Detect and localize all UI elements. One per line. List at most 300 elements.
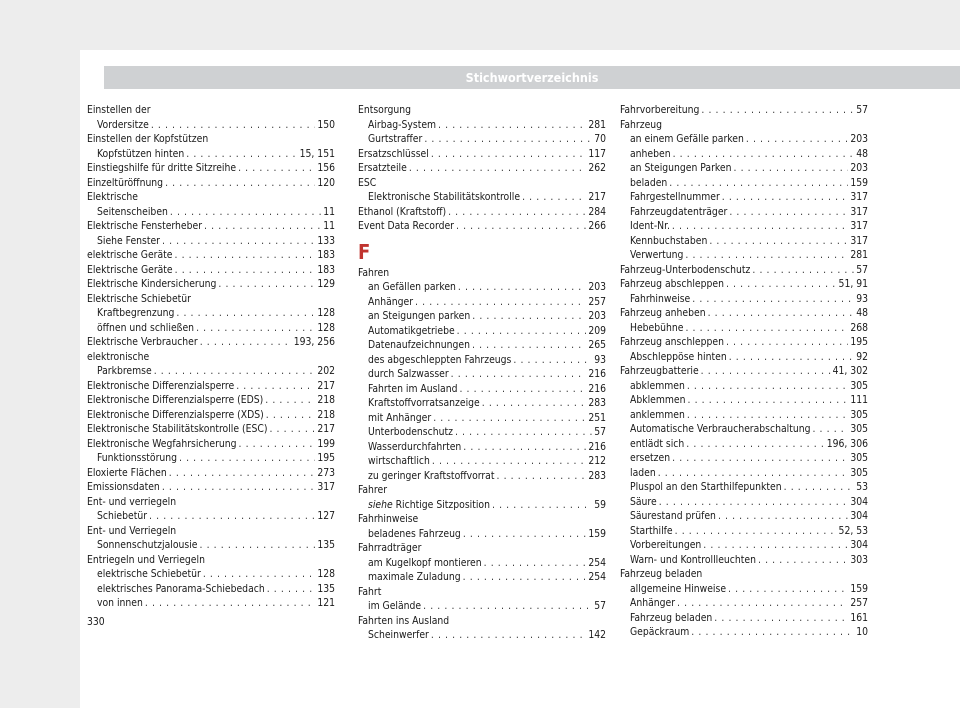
index-heading: Ent- und Verriegeln: [87, 524, 177, 537]
entry-text: Verwertung: [630, 249, 684, 261]
index-entry: [620, 466, 868, 481]
page-number: 330: [87, 616, 105, 628]
entry-page: 305: [850, 379, 868, 392]
dot-leader: [409, 161, 586, 176]
dot-leader: [701, 364, 831, 379]
entry-page: 127: [317, 510, 335, 522]
index-entry: [87, 219, 335, 234]
entry-text: Gepäckraum: [630, 626, 690, 638]
entry-page: 257: [588, 295, 606, 308]
index-heading: Fahrradträger: [358, 542, 422, 554]
dot-leader: [451, 367, 587, 382]
entry-text: Elektrische Fensterheber: [87, 220, 203, 232]
index-entry: [87, 451, 335, 466]
dot-leader: [672, 451, 848, 466]
entry-text: Kennbuchstaben: [630, 234, 708, 247]
entry-text: Warn- und Kontrollleuchten: [630, 553, 756, 566]
dot-leader: [687, 408, 848, 423]
index-entry: [87, 364, 335, 379]
index-column-3: [620, 103, 868, 640]
entry-page: 273: [317, 466, 335, 479]
index-entry: [620, 263, 868, 278]
entry-text: zu geringer Kraftstoffvorrat: [368, 469, 495, 482]
dot-leader: [236, 379, 315, 394]
index-entry: [620, 306, 868, 321]
dot-leader: [714, 611, 848, 626]
entry-text: Parkbremse: [97, 365, 152, 377]
index-entry: [358, 205, 606, 220]
dot-leader: [472, 338, 586, 353]
index-entry: [87, 205, 335, 220]
index-entry: [87, 596, 335, 611]
index-entry: [358, 338, 606, 353]
entry-page: 212: [588, 455, 606, 467]
entry-text: von innen: [97, 597, 143, 609]
entry-page: 209: [588, 324, 606, 337]
index-entry: [620, 248, 868, 263]
dot-leader: [686, 437, 824, 452]
entry-page: 11: [323, 205, 335, 218]
index-heading: Fahren: [358, 266, 390, 279]
entry-page: 317: [850, 191, 868, 203]
entry-text: Ident-Nr.: [630, 220, 670, 232]
entry-page: 268: [850, 321, 868, 334]
entry-text: Sonnenschutzjalousie: [97, 539, 198, 551]
entry-text: Event Data Recorder: [358, 220, 454, 232]
entry-text: Fahrzeug anschleppen: [620, 336, 724, 348]
entry-page: 218: [317, 408, 335, 421]
entry-text: Emissionsdaten: [87, 481, 160, 493]
dot-leader: [484, 556, 587, 571]
index-entry: [358, 628, 606, 643]
dot-leader: [169, 466, 316, 481]
entry-page: 203: [588, 281, 606, 293]
entry-text: Siehe Fenster: [97, 234, 160, 247]
entry-page: 161: [850, 611, 868, 624]
entry-page: 203: [850, 133, 868, 145]
entry-page: 216: [588, 368, 606, 380]
dot-leader: [691, 625, 854, 640]
dot-leader: [179, 451, 315, 466]
index-entry: [87, 509, 335, 524]
index-entry: [87, 582, 335, 597]
entry-text: Elektronische Differenzialsperre: [87, 379, 235, 392]
dot-leader: [722, 190, 849, 205]
entry-text: Ersatzteile: [358, 162, 407, 174]
dot-leader: [448, 205, 586, 220]
entry-page: 266: [588, 220, 606, 232]
entry-page: 195: [850, 336, 868, 348]
entry-text: elektrische Schiebetür: [97, 568, 201, 580]
index-entry: [620, 437, 868, 452]
dot-leader: [677, 596, 848, 611]
entry-page: 93: [856, 292, 868, 305]
entry-text: Unterbodenschutz: [368, 426, 453, 438]
dot-leader: [709, 234, 848, 249]
index-entry: [87, 422, 335, 437]
entry-text: Säurestand prüfen: [630, 510, 716, 522]
entry-text: elektrische Geräte: [87, 249, 173, 261]
entry-page: 41, 302: [832, 365, 868, 377]
index-entry: [358, 309, 606, 324]
index-entry: [620, 364, 868, 379]
entry-text: des abgeschleppten Fahrzeugs: [368, 353, 512, 366]
entry-text: anheben: [630, 147, 671, 160]
entry-text: Scheinwerfer: [368, 629, 429, 641]
index-heading: Einstellen der Kopfstützen: [87, 133, 209, 145]
dot-leader: [658, 466, 849, 481]
entry-text: Automatikgetriebe: [368, 324, 455, 337]
index-entry: [620, 147, 868, 162]
dot-leader: [497, 469, 587, 484]
index-entry: [87, 263, 335, 278]
index-entry: [358, 324, 606, 339]
dot-leader: [200, 335, 292, 350]
index-entry: [620, 350, 868, 365]
index-entry: [620, 321, 868, 336]
dot-leader: [687, 393, 848, 408]
index-entry: [358, 469, 606, 484]
index-entry: [620, 190, 868, 205]
entry-page: 120: [317, 176, 335, 189]
dot-leader: [267, 582, 316, 597]
entry-page: 92: [856, 350, 868, 363]
dot-leader: [432, 454, 586, 469]
index-entry: [620, 538, 868, 553]
index-heading: Elektrische: [87, 191, 138, 203]
entry-page: 199: [317, 437, 335, 450]
index-entry: [87, 408, 335, 423]
index-entry: [87, 466, 335, 481]
dot-leader: [692, 292, 854, 307]
dot-leader: [752, 263, 854, 278]
entry-text: beladenes Fahrzeug: [368, 527, 461, 540]
dot-leader: [685, 248, 848, 263]
entry-page: 304: [850, 495, 868, 508]
index-entry: [620, 335, 868, 350]
entry-text: Elektronische Wegfahrsicherung: [87, 437, 237, 450]
entry-page: 284: [588, 205, 606, 218]
index-entry: [620, 408, 868, 423]
index-entry: [87, 306, 335, 321]
entry-page: 156: [317, 162, 335, 174]
dot-leader: [659, 495, 849, 510]
dot-leader: [459, 382, 586, 397]
entry-text: Elektronische Differenzialsperre (XDS): [87, 408, 264, 421]
dot-leader: [669, 176, 848, 191]
index-heading: Elektrische Schiebetür: [87, 292, 191, 305]
entry-page: 159: [850, 176, 868, 189]
index-entry: [358, 382, 606, 397]
entry-page: 48: [856, 147, 868, 160]
entry-page: 11: [323, 220, 335, 232]
dot-leader: [463, 570, 587, 585]
entry-page: 317: [850, 234, 868, 247]
entry-page: 216: [588, 440, 606, 453]
entry-page: 305: [850, 452, 868, 464]
entry-text: an Steigungen Parken: [630, 162, 732, 174]
entry-page: 57: [856, 104, 868, 116]
index-entry: [358, 353, 606, 368]
entry-text: Ethanol (Kraftstoff): [358, 205, 447, 218]
entry-page: 57: [594, 600, 606, 612]
entry-page: 262: [588, 162, 606, 174]
entry-page: 183: [317, 249, 335, 261]
entry-page: 15, 151: [299, 147, 335, 160]
dot-leader: [203, 567, 316, 582]
index-entry: [358, 147, 606, 162]
dot-leader: [458, 280, 586, 295]
entry-page: 159: [588, 527, 606, 540]
entry-page: 57: [856, 263, 868, 276]
dot-leader: [703, 538, 848, 553]
entry-text: an Steigungen parken: [368, 310, 471, 322]
entry-text: Abklemmen: [630, 394, 686, 406]
entry-text: Datenaufzeichnungen: [368, 339, 470, 351]
index-entry: [358, 425, 606, 440]
index-entry: [620, 625, 868, 640]
entry-page: 265: [588, 339, 606, 351]
entry-text: Pluspol an den Starthilfepunkten: [630, 481, 782, 493]
entry-text: beladen: [630, 176, 668, 189]
index-entry: [87, 161, 335, 176]
index-entry: [620, 205, 868, 220]
entry-page: 57: [594, 426, 606, 438]
dot-leader: [265, 393, 315, 408]
index-entry: [620, 524, 868, 539]
index-entry: [358, 190, 606, 205]
index-entry: [620, 495, 868, 510]
entry-page: 51, 91: [838, 278, 868, 290]
dot-leader: [204, 219, 321, 234]
entry-text: Einzeltüröffnung: [87, 176, 164, 189]
dot-leader: [728, 582, 848, 597]
entry-text: Fahrzeugbatterie: [620, 365, 699, 377]
index-entry: [87, 335, 335, 350]
index-entry: [358, 295, 606, 310]
dot-leader: [145, 596, 315, 611]
entry-text: Elektronische Differenzialsperre (EDS): [87, 394, 264, 406]
entry-text: Fahrzeug anheben: [620, 307, 706, 319]
index-entry: [358, 161, 606, 176]
dot-leader: [151, 118, 316, 133]
index-entry: [87, 538, 335, 553]
dot-leader: [708, 306, 855, 321]
dot-leader: [200, 538, 316, 553]
entry-text: Seitenscheiben: [97, 205, 168, 218]
entry-page: 217: [317, 423, 335, 435]
index-entry: [620, 234, 868, 249]
entry-text: Airbag-System: [368, 118, 437, 131]
dot-leader: [718, 509, 848, 524]
entry-page: 203: [588, 310, 606, 322]
index-entry: [358, 219, 606, 234]
entry-page: 142: [588, 629, 606, 641]
entry-text: maximale Zuladung: [368, 571, 461, 583]
dot-leader: [472, 309, 586, 324]
entry-page: 93: [594, 353, 606, 366]
index-entry: [620, 292, 868, 307]
entry-text: Eloxierte Flächen: [87, 466, 167, 479]
entry-text: Fahrzeug abschleppen: [620, 278, 724, 290]
entry-page: 281: [850, 249, 868, 261]
entry-page: 53: [856, 481, 868, 493]
index-letter-heading: F: [358, 239, 371, 264]
index-entry: [620, 553, 868, 568]
entry-text: ersetzen: [630, 452, 671, 464]
index-heading: ESC: [358, 176, 377, 189]
index-entry: [87, 234, 335, 249]
entry-text: wirtschaftlich: [368, 455, 430, 467]
index-entry: [620, 176, 868, 191]
dot-leader: [162, 480, 316, 495]
index-entry: [87, 147, 335, 162]
dot-leader: [729, 350, 854, 365]
index-entry: [358, 498, 606, 513]
dot-leader: [701, 103, 854, 118]
index-entry: [87, 118, 335, 133]
index-entry: [620, 219, 868, 234]
entry-page: 128: [317, 321, 335, 334]
dot-leader: [784, 480, 855, 495]
entry-page: 281: [588, 118, 606, 131]
entry-text: Fahrten im Ausland: [368, 382, 458, 395]
entry-page: 218: [317, 394, 335, 406]
index-heading: Fahrhinweise: [358, 513, 419, 525]
index-entry: [358, 411, 606, 426]
entry-page: 128: [317, 307, 335, 319]
entry-text: durch Salzwasser: [368, 368, 449, 380]
entry-page: 193, 256: [293, 336, 335, 348]
entry-text: am Kugelkopf montieren: [368, 556, 482, 569]
index-heading: Fahrer: [358, 484, 388, 496]
dot-leader: [673, 147, 855, 162]
entry-page: 117: [588, 147, 606, 160]
dot-leader: [431, 628, 586, 643]
entry-page: 59: [594, 498, 606, 511]
dot-leader: [238, 161, 315, 176]
entry-page: 70: [594, 133, 606, 145]
entry-text: an einem Gefälle parken: [630, 133, 744, 145]
entry-text: Funktionsstörung: [97, 452, 178, 464]
entry-text: Elektrische Verbraucher: [87, 336, 198, 348]
index-entry: [358, 280, 606, 295]
entry-text: Elektrische Kindersicherung: [87, 278, 217, 290]
index-entry: [87, 379, 335, 394]
index-entry: [358, 454, 606, 469]
index-entry: [87, 176, 335, 191]
dot-leader: [685, 321, 848, 336]
dot-leader: [457, 324, 587, 339]
dot-leader: [266, 408, 316, 423]
entry-page: 317: [850, 220, 868, 232]
index-entry: [358, 599, 606, 614]
index-column-1: [87, 103, 335, 611]
entry-text: abklemmen: [630, 379, 685, 392]
index-heading: Einstellen der: [87, 104, 151, 116]
entry-text: Elektronische Stabilitätskontrolle: [368, 191, 521, 203]
entry-text: Elektrische Geräte: [87, 263, 173, 276]
dot-leader: [431, 147, 586, 162]
dot-leader: [433, 411, 586, 426]
entry-text: Einstiegshilfe für dritte Sitzreihe: [87, 162, 237, 174]
entry-text: anklemmen: [630, 408, 685, 421]
dot-leader: [170, 205, 321, 220]
index-entry: [620, 451, 868, 466]
index-column-2: [358, 103, 606, 643]
index-entry: [620, 480, 868, 495]
entry-page: 304: [850, 510, 868, 522]
entry-page: 135: [317, 582, 335, 595]
entry-page: 305: [850, 408, 868, 421]
index-heading: Fahrzeug beladen: [620, 568, 703, 580]
entry-page: 305: [850, 423, 868, 435]
entry-page: 202: [317, 365, 335, 377]
index-heading: elektronische: [87, 350, 150, 363]
entry-text: an Gefällen parken: [368, 281, 456, 293]
entry-text: Kraftstoffvorratsanzeige: [368, 397, 480, 409]
entry-page: 216: [588, 382, 606, 395]
index-entry: [358, 440, 606, 455]
index-entry: [620, 132, 868, 147]
dot-leader: [176, 306, 315, 321]
entry-text: Fahrhinweise: [630, 292, 691, 305]
entry-page: 195: [317, 452, 335, 464]
index-entry: [358, 570, 606, 585]
index-entry: [87, 567, 335, 582]
entry-text: Hebebühne: [630, 321, 684, 334]
dot-leader: [758, 553, 848, 568]
dot-leader: [239, 437, 316, 452]
entry-text: öffnen und schließen: [97, 321, 195, 334]
entry-page: 48: [856, 307, 868, 319]
dot-leader: [672, 219, 848, 234]
dot-leader: [149, 509, 315, 524]
entry-text: mit Anhänger: [368, 411, 432, 424]
entry-text: laden: [630, 466, 656, 479]
entry-text: Schiebetür: [97, 510, 148, 522]
index-entry: [87, 321, 335, 336]
index-entry: [620, 103, 868, 118]
entry-page: 254: [588, 556, 606, 569]
index-entry: [87, 437, 335, 452]
header-title: Stichwortverzeichnis: [465, 70, 599, 85]
dot-leader: [196, 321, 315, 336]
dot-leader: [522, 190, 586, 205]
index-entry: [620, 422, 868, 437]
dot-leader: [482, 396, 587, 411]
entry-page: 317: [317, 481, 335, 493]
dot-leader: [513, 353, 592, 368]
entry-page: 111: [850, 394, 868, 406]
dot-leader: [746, 132, 848, 147]
dot-leader: [423, 599, 592, 614]
entry-text: Fahrgestellnummer: [630, 191, 720, 203]
entry-page: 283: [588, 469, 606, 482]
entry-text: Gurtstraffer: [368, 133, 423, 145]
index-entry: [620, 596, 868, 611]
entry-text: Kraftbegrenzung: [97, 307, 175, 319]
dot-leader: [175, 263, 316, 278]
entry-text: entlädt sich: [630, 437, 685, 450]
index-entry: [87, 277, 335, 292]
index-heading: Fahrt: [358, 585, 382, 598]
entry-text: siehe Richtige Sitzposition: [368, 498, 490, 511]
index-heading: Fahrzeug: [620, 118, 663, 131]
dot-leader: [675, 524, 837, 539]
index-entry: [87, 480, 335, 495]
index-entry: [358, 367, 606, 382]
